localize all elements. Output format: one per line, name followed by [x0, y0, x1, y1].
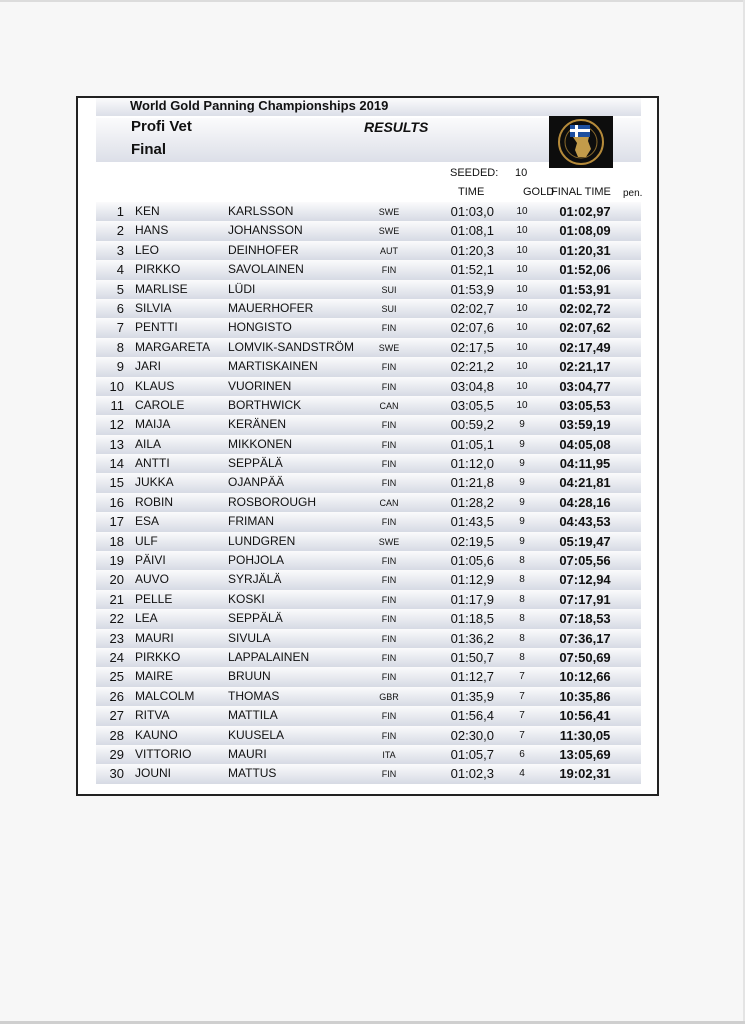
rank-cell: 27	[109, 708, 124, 724]
table-row	[96, 667, 641, 686]
final-time-cell: 01:53,91	[559, 281, 611, 297]
nation-cell: FIN	[381, 730, 397, 741]
first-name-cell: JUKKA	[135, 475, 174, 490]
last-name-cell: VUORINEN	[228, 378, 292, 393]
nation-cell: ITA	[382, 749, 396, 760]
table-row	[96, 241, 641, 260]
last-name-cell: JOHANSSON	[228, 223, 303, 238]
nation-cell: FIN	[381, 439, 397, 450]
last-name-cell: POHJOLA	[228, 553, 285, 568]
first-name-cell: PIRKKO	[135, 262, 181, 277]
time-cell: 01:12,9	[450, 572, 494, 588]
table-row	[96, 764, 641, 783]
gold-cell: 10	[516, 341, 528, 353]
first-name-cell: RITVA	[135, 708, 170, 723]
final-time-cell: 11:30,05	[559, 727, 611, 743]
rank-cell: 23	[109, 630, 124, 646]
results-label: RESULTS	[364, 119, 429, 135]
last-name-cell: SIVULA	[228, 630, 271, 645]
nation-cell: SWE	[378, 226, 400, 237]
gold-cell: 8	[519, 593, 525, 605]
nation-cell: GBR	[379, 691, 399, 702]
column-header-final-time: FINAL TIME	[551, 186, 611, 198]
final-time-cell: 02:07,62	[559, 320, 611, 336]
first-name-cell: CAROLE	[135, 397, 185, 412]
final-time-cell: 03:05,53	[559, 397, 611, 413]
last-name-cell: LUNDGREN	[228, 533, 296, 548]
first-name-cell: PENTTI	[135, 320, 178, 335]
event-title: World Gold Panning Championships 2019	[130, 98, 389, 113]
time-cell: 01:12,7	[450, 669, 494, 685]
time-cell: 01:08,1	[450, 223, 494, 239]
final-time-cell: 07:05,56	[559, 553, 611, 569]
first-name-cell: MAIJA	[135, 417, 171, 432]
scan-edge-top	[0, 0, 745, 2]
time-cell: 01:35,9	[450, 688, 494, 704]
first-name-cell: VITTORIO	[135, 746, 192, 761]
last-name-cell: HONGISTO	[228, 320, 292, 335]
last-name-cell: DEINHOFER	[228, 242, 299, 257]
gold-cell: 10	[516, 361, 528, 373]
gold-cell: 9	[519, 438, 525, 450]
table-row	[96, 532, 641, 551]
time-cell: 01:56,4	[450, 708, 494, 724]
first-name-cell: KAUNO	[135, 727, 178, 742]
last-name-cell: KOSKI	[228, 591, 265, 606]
table-row	[96, 745, 641, 764]
nation-cell: FIN	[381, 265, 397, 276]
time-cell: 01:05,1	[450, 436, 494, 452]
last-name-cell: MATTILA	[228, 708, 278, 723]
last-name-cell: LÜDI	[228, 281, 256, 296]
nation-cell: FIN	[381, 362, 397, 373]
time-cell: 02:02,7	[450, 300, 494, 316]
gold-cell: 10	[516, 264, 528, 276]
time-cell: 03:05,5	[450, 397, 494, 413]
time-cell: 02:17,5	[450, 339, 494, 355]
time-cell: 01:02,3	[450, 766, 494, 782]
gold-cell: 10	[516, 206, 528, 217]
final-time-cell: 04:21,81	[559, 475, 611, 491]
first-name-cell: PELLE	[135, 591, 173, 606]
gold-cell: 9	[519, 535, 525, 547]
table-row	[96, 357, 641, 376]
nation-cell: FIN	[381, 769, 397, 780]
last-name-cell: KARLSSON	[228, 204, 294, 218]
nation-cell: FIN	[381, 652, 397, 663]
first-name-cell: ANTTI	[135, 456, 170, 471]
time-cell: 01:12,0	[450, 456, 494, 472]
first-name-cell: LEO	[135, 242, 160, 257]
nation-cell: CAN	[379, 497, 399, 508]
rank-cell: 16	[109, 494, 124, 510]
last-name-cell: ROSBOROUGH	[228, 494, 317, 509]
nation-cell: FIN	[381, 420, 397, 431]
nation-cell: AUT	[380, 245, 398, 256]
column-header-gold: GOLD	[523, 186, 555, 198]
gold-cell: 8	[519, 574, 525, 586]
first-name-cell: MARGARETA	[135, 339, 211, 354]
time-cell: 01:53,9	[450, 281, 494, 297]
nation-cell: FIN	[381, 381, 397, 392]
table-row	[96, 512, 641, 531]
final-time-cell: 04:43,53	[559, 514, 611, 530]
rank-cell: 6	[116, 300, 124, 316]
gold-cell: 7	[519, 690, 525, 702]
gold-cell: 8	[519, 555, 525, 567]
nation-cell: FIN	[381, 478, 397, 489]
championship-emblem-icon	[549, 116, 613, 168]
table-row	[96, 590, 641, 609]
time-cell: 01:18,5	[450, 611, 494, 627]
rank-cell: 2	[116, 223, 124, 239]
gold-cell: 10	[516, 302, 528, 314]
time-cell: 01:43,5	[450, 514, 494, 530]
rank-cell: 11	[110, 397, 124, 413]
gold-cell: 9	[519, 496, 525, 508]
gold-cell: 7	[519, 671, 525, 683]
table-row	[96, 435, 641, 454]
gold-cell: 8	[519, 651, 525, 663]
results-table	[96, 202, 641, 784]
nation-cell: FIN	[381, 614, 397, 625]
rank-cell: 14	[109, 456, 124, 472]
last-name-cell: SAVOLAINEN	[228, 262, 304, 277]
final-time-cell: 02:02,72	[559, 300, 611, 316]
last-name-cell: BRUUN	[228, 669, 271, 684]
rank-cell: 5	[116, 281, 124, 297]
table-row	[96, 377, 641, 396]
nation-cell: FIN	[381, 594, 397, 605]
last-name-cell: MAURI	[228, 746, 267, 761]
table-row	[96, 629, 641, 648]
rank-cell: 19	[109, 553, 124, 569]
final-time-cell: 07:12,94	[559, 572, 611, 588]
gold-cell: 10	[516, 225, 528, 237]
first-name-cell: KLAUS	[135, 378, 175, 393]
rank-cell: 3	[116, 242, 124, 258]
last-name-cell: OJANPÄÄ	[228, 475, 285, 490]
rank-cell: 22	[109, 611, 124, 627]
rank-cell: 1	[116, 204, 124, 219]
first-name-cell: ROBIN	[135, 494, 174, 509]
gold-cell: 10	[516, 283, 528, 295]
time-cell: 02:30,0	[450, 727, 494, 743]
table-row	[96, 454, 641, 473]
rank-cell: 12	[109, 417, 124, 433]
rank-cell: 20	[109, 572, 124, 588]
final-time-cell: 01:20,31	[559, 242, 611, 258]
table-row	[96, 570, 641, 589]
rank-cell: 15	[109, 475, 124, 491]
gold-cell: 7	[519, 710, 525, 722]
time-cell: 01:05,6	[450, 553, 494, 569]
first-name-cell: KEN	[135, 204, 160, 218]
rank-cell: 13	[109, 436, 124, 452]
first-name-cell: ESA	[135, 514, 160, 529]
final-time-cell: 07:17,91	[559, 591, 611, 607]
final-time-cell: 03:04,77	[559, 378, 611, 394]
seeded-label: SEEDED:	[450, 167, 499, 179]
final-time-cell: 04:05,08	[559, 436, 611, 452]
last-name-cell: FRIMAN	[228, 514, 274, 529]
final-time-cell: 05:19,47	[559, 533, 611, 549]
nation-cell: FIN	[381, 672, 397, 683]
last-name-cell: SEPPÄLÄ	[228, 611, 283, 626]
time-cell: 01:52,1	[450, 262, 494, 278]
final-time-cell: 10:35,86	[559, 688, 611, 704]
time-cell: 01:28,2	[450, 494, 494, 510]
first-name-cell: MAURI	[135, 630, 174, 645]
table-row	[96, 396, 641, 415]
nation-cell: FIN	[381, 459, 397, 470]
table-row	[96, 202, 641, 221]
last-name-cell: LAPPALAINEN	[228, 649, 310, 664]
table-row	[96, 493, 641, 512]
rank-cell: 18	[109, 533, 124, 549]
table-row	[96, 221, 641, 240]
rank-cell: 4	[116, 262, 124, 278]
final-time-cell: 07:36,17	[559, 630, 611, 646]
column-header-time: TIME	[458, 186, 485, 198]
first-name-cell: ULF	[135, 533, 158, 548]
seeded-value: 10	[515, 167, 528, 179]
gold-cell: 10	[516, 399, 528, 411]
time-cell: 01:17,9	[450, 591, 494, 607]
gold-cell: 9	[519, 516, 525, 528]
gold-cell: 7	[519, 729, 525, 741]
class-name: Profi Vet	[131, 118, 192, 135]
final-time-cell: 07:18,53	[559, 611, 611, 627]
final-time-cell: 10:56,41	[559, 708, 611, 724]
table-row	[96, 280, 641, 299]
first-name-cell: MAIRE	[135, 669, 174, 684]
table-row	[96, 260, 641, 279]
first-name-cell: LEA	[135, 611, 158, 626]
rank-cell: 25	[109, 669, 124, 685]
table-row	[96, 648, 641, 667]
final-time-cell: 01:02,97	[559, 204, 611, 219]
last-name-cell: LOMVIK-SANDSTRÖM	[228, 339, 355, 354]
table-row	[96, 687, 641, 706]
rank-cell: 21	[109, 591, 124, 607]
last-name-cell: KUUSELA	[228, 727, 285, 742]
final-time-cell: 04:28,16	[559, 494, 611, 510]
last-name-cell: SYRJÄLÄ	[228, 572, 282, 587]
time-cell: 01:36,2	[450, 630, 494, 646]
rank-cell: 24	[109, 649, 124, 665]
first-name-cell: MALCOLM	[135, 688, 195, 703]
first-name-cell: AUVO	[135, 572, 170, 587]
rank-cell: 29	[109, 746, 124, 762]
rank-cell: 28	[109, 727, 124, 743]
table-row	[96, 318, 641, 337]
table-row	[96, 609, 641, 628]
final-time-cell: 04:11,95	[559, 456, 611, 472]
table-row	[96, 299, 641, 318]
final-time-cell: 07:50,69	[559, 649, 611, 665]
rank-cell: 30	[109, 766, 124, 782]
first-name-cell: JARI	[135, 359, 162, 374]
gold-cell: 9	[519, 419, 525, 431]
nation-cell: FIN	[381, 323, 397, 334]
nation-cell: SUI	[381, 284, 397, 295]
round-name: Final	[131, 141, 167, 158]
first-name-cell: AILA	[135, 436, 162, 451]
first-name-cell: MARLISE	[135, 281, 188, 296]
time-cell: 03:04,8	[450, 378, 494, 394]
time-cell: 00:59,2	[450, 417, 494, 433]
first-name-cell: PÄIVI	[135, 553, 166, 568]
rank-cell: 17	[109, 514, 124, 530]
last-name-cell: MIKKONEN	[228, 436, 293, 451]
first-name-cell: PIRKKO	[135, 649, 181, 664]
table-row	[96, 551, 641, 570]
last-name-cell: KERÄNEN	[228, 417, 287, 432]
column-header-pen: pen.	[623, 188, 643, 199]
last-name-cell: MATTUS	[228, 766, 277, 781]
gold-cell: 9	[519, 458, 525, 470]
gold-cell: 10	[516, 244, 528, 256]
table-row	[96, 473, 641, 492]
table-row	[96, 415, 641, 434]
nation-cell: SUI	[381, 303, 397, 314]
last-name-cell: THOMAS	[228, 688, 280, 703]
first-name-cell: SILVIA	[135, 300, 172, 315]
time-cell: 01:21,8	[450, 475, 494, 491]
final-time-cell: 03:59,19	[559, 417, 611, 433]
time-cell: 02:21,2	[450, 359, 494, 375]
results-sheet	[76, 96, 659, 796]
gold-cell: 10	[516, 322, 528, 334]
rank-cell: 9	[116, 359, 124, 375]
nation-cell: SWE	[378, 342, 400, 353]
nation-cell: SWE	[378, 207, 400, 217]
final-time-cell: 01:08,09	[559, 223, 611, 239]
time-cell: 02:07,6	[450, 320, 494, 336]
nation-cell: FIN	[381, 633, 397, 644]
time-cell: 01:20,3	[450, 242, 494, 258]
time-cell: 01:05,7	[450, 746, 494, 762]
gold-cell: 10	[516, 380, 528, 392]
final-time-cell: 02:21,17	[559, 359, 611, 375]
last-name-cell: MARTISKAINEN	[228, 359, 318, 374]
rank-cell: 10	[109, 378, 124, 394]
rank-cell: 26	[109, 688, 124, 704]
table-row	[96, 706, 641, 725]
nation-cell: FIN	[381, 575, 397, 586]
first-name-cell: JOUNI	[135, 766, 171, 781]
final-time-cell: 13:05,69	[559, 746, 611, 762]
gold-cell: 9	[519, 477, 525, 489]
table-row	[96, 338, 641, 357]
last-name-cell: BORTHWICK	[228, 397, 302, 412]
final-time-cell: 02:17,49	[559, 339, 611, 355]
nation-cell: FIN	[381, 711, 397, 722]
nation-cell: CAN	[379, 400, 399, 411]
gold-cell: 8	[519, 632, 525, 644]
final-time-cell: 01:52,06	[559, 262, 611, 278]
first-name-cell: HANS	[135, 223, 169, 238]
last-name-cell: MAUERHOFER	[228, 300, 314, 315]
rank-cell: 7	[116, 320, 124, 336]
last-name-cell: SEPPÄLÄ	[228, 456, 283, 471]
gold-cell: 4	[519, 768, 525, 780]
nation-cell: FIN	[381, 556, 397, 567]
gold-cell: 8	[519, 613, 525, 625]
nation-cell: SWE	[378, 536, 400, 547]
table-row	[96, 726, 641, 745]
time-cell: 01:50,7	[450, 649, 494, 665]
time-cell: 02:19,5	[450, 533, 494, 549]
final-time-cell: 10:12,66	[559, 669, 611, 685]
time-cell: 01:03,0	[450, 204, 494, 219]
final-time-cell: 19:02,31	[559, 766, 611, 782]
nation-cell: FIN	[381, 517, 397, 528]
rank-cell: 8	[116, 339, 124, 355]
gold-cell: 6	[519, 748, 525, 760]
